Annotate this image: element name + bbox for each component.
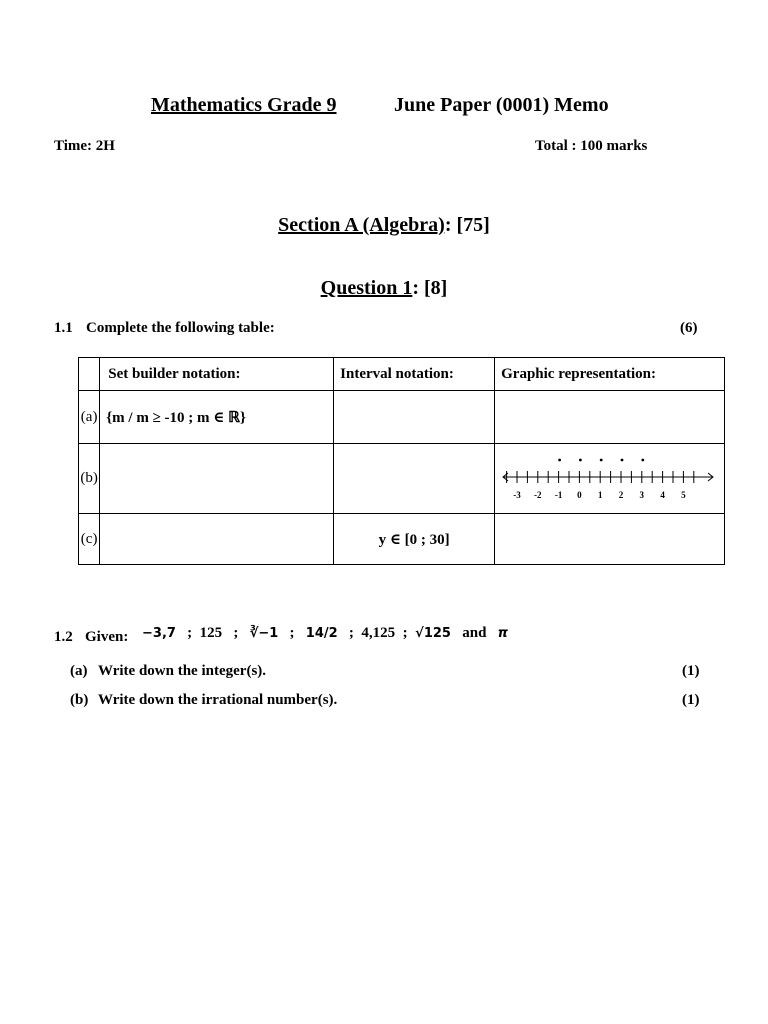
total-marks: Total : 100 marks — [535, 138, 648, 154]
header-interval: Interval notation: — [334, 358, 495, 391]
number-line-label: 1 — [598, 490, 603, 500]
table-row — [79, 514, 725, 565]
given-item: −3,7 — [142, 626, 176, 641]
table-row — [79, 444, 725, 514]
sub-question-text: Write down the integer(s). — [98, 663, 267, 679]
question-heading — [0, 277, 768, 300]
set-builder-cell — [100, 391, 334, 444]
interval-cell — [334, 391, 495, 444]
paper-subtitle: June Paper (0001) Memo — [394, 94, 609, 116]
number-line-dot — [642, 459, 645, 462]
set-builder-value: {m / m ≥ -10 ; m ∈ ℝ} — [106, 409, 246, 426]
question-marks: : [8] — [412, 277, 448, 299]
table-row — [79, 391, 725, 444]
q1-2-number: 1.2 — [54, 629, 73, 645]
given-item: π — [497, 626, 508, 641]
question-label: Question 1 — [320, 277, 413, 299]
time-label: Time: 2H — [54, 138, 115, 154]
number-line-label: 0 — [577, 490, 582, 500]
row-label: (c) — [79, 514, 100, 565]
number-line-label: 2 — [618, 490, 624, 500]
section-heading — [0, 214, 768, 237]
graphic-cell — [495, 391, 725, 444]
graphic-cell — [495, 444, 725, 514]
header-set-builder: Set builder notation: — [100, 358, 334, 391]
given-numbers: −3,7 ; 125 ; ∛−1 ; 14/2 ; 4,125 ; √125 and π — [142, 625, 508, 641]
number-line-dot — [558, 459, 561, 462]
q1-1-marks: (6) — [680, 320, 698, 336]
set-builder-cell — [100, 444, 334, 514]
number-line-label: 5 — [681, 490, 686, 500]
number-line-dot — [621, 459, 624, 462]
section-label: Section A (Algebra) — [278, 214, 445, 236]
number-line-label: -3 — [513, 490, 521, 500]
q1-1-number: 1.1 — [54, 320, 73, 336]
given-item: 14/2 — [305, 626, 338, 641]
q1-2-given-label: Given: — [85, 629, 129, 645]
number-line-diagram — [495, 444, 721, 508]
number-line-dot — [600, 459, 603, 462]
paper-title: Mathematics Grade 9 — [151, 94, 337, 116]
table-corner-cell — [79, 358, 100, 391]
interval-cell: y ∈ [0 ; 30] — [334, 514, 495, 565]
interval-cell — [334, 444, 495, 514]
sub-question-label: (a) — [70, 663, 88, 679]
section-marks: : [75] — [444, 214, 490, 236]
graphic-cell — [495, 514, 725, 565]
sub-question-label: (b) — [70, 692, 89, 708]
number-line-dot — [579, 459, 582, 462]
header-graphic: Graphic representation: — [495, 358, 725, 391]
sub-question-marks: (1) — [682, 663, 700, 679]
given-item: 4,125 — [361, 625, 396, 641]
answer-table — [78, 357, 725, 565]
sub-question-marks: (1) — [682, 692, 700, 708]
row-label: (a) — [79, 391, 100, 444]
number-line-label: 4 — [660, 490, 665, 500]
table-header-row — [79, 358, 725, 391]
given-item: 125 — [199, 625, 223, 641]
set-builder-cell — [100, 514, 334, 565]
sub-question-text: Write down the irrational number(s). — [98, 692, 338, 708]
number-line-label: -1 — [554, 490, 563, 500]
given-item: ∛−1 — [249, 626, 279, 641]
q1-1-text: Complete the following table: — [86, 320, 275, 336]
row-label: (b) — [79, 444, 100, 514]
given-item: √125 — [415, 626, 451, 641]
number-line-label: -2 — [534, 490, 542, 500]
number-line-label: 3 — [639, 490, 645, 500]
